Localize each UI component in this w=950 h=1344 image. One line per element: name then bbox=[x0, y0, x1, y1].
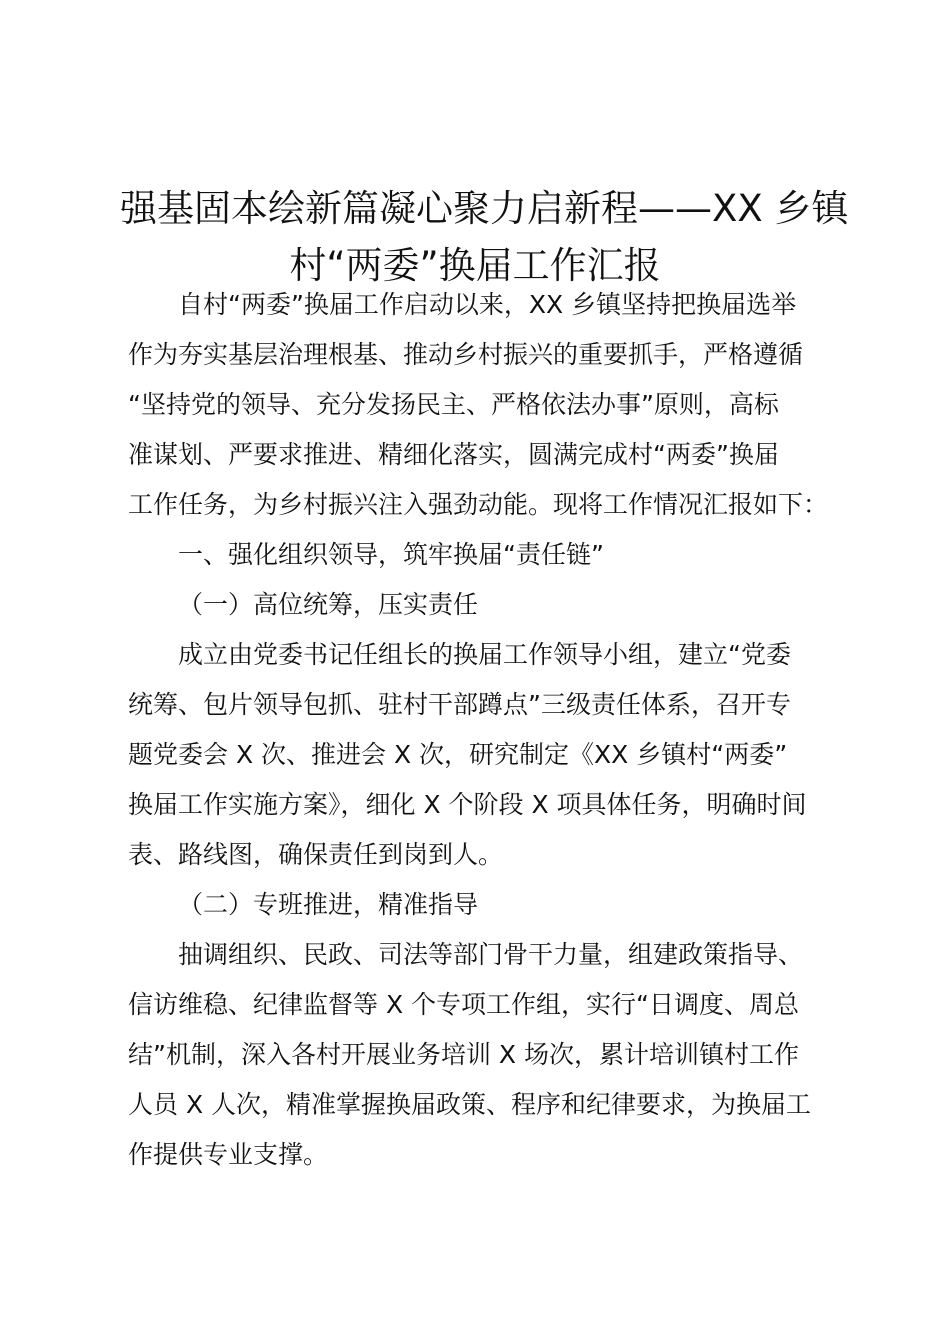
intro-line-1: 自村“两委”换届工作启动以来，XX 乡镇坚持把换届选举 bbox=[178, 290, 797, 319]
document-body bbox=[128, 280, 834, 1180]
subsection-2-heading: （二）专班推进，精准指导 bbox=[178, 890, 479, 919]
subsection-1-line-3: 题党委会 X 次、推进会 X 次，研究制定《XX 乡镇村“两委” bbox=[128, 740, 788, 769]
subsection-2-line-1: 抽调组织、民政、司法等部门骨干力量，组建政策指导、 bbox=[178, 940, 804, 969]
subsection-1-line-4: 换届工作实施方案》，细化 X 个阶段 X 项具体任务，明确时间 bbox=[128, 790, 807, 819]
subsection-1-line-2: 统筹、包片领导包抓、驻村干部蹲点”三级责任体系，召开专 bbox=[128, 690, 791, 719]
subsection-2-line-4: 人员 X 人次，精准掌握换届政策、程序和纪律要求，为换届工 bbox=[128, 1090, 812, 1119]
intro-paragraph bbox=[128, 280, 834, 530]
document-title bbox=[120, 180, 849, 294]
intro-line-4: 准谋划、严要求推进、精细化落实，圆满完成村“两委”换届 bbox=[128, 440, 779, 469]
subsection-2-line-5: 作提供专业支撑。 bbox=[128, 1140, 329, 1169]
subsection-1-heading: （一）高位统筹，压实责任 bbox=[178, 590, 479, 619]
subsection-2-line-2: 信访维稳、纪律监督等 X 个专项工作组，实行“日调度、周总 bbox=[128, 990, 799, 1019]
subsection-2-line-3: 结”机制，深入各村开展业务培训 X 场次，累计培训镇村工作 bbox=[128, 1040, 799, 1069]
subsection-1-line-1: 成立由党委书记任组长的换届工作领导小组，建立“党委 bbox=[178, 640, 791, 669]
intro-line-5: 工作任务，为乡村振兴注入强劲动能。现将工作情况汇报如下： bbox=[128, 490, 829, 519]
intro-line-3: “坚持党的领导、充分发扬民主、严格依法办事”原则，高标 bbox=[128, 390, 779, 419]
subsection-1-paragraph bbox=[128, 630, 834, 880]
section-1-heading: 一、强化组织领导，筑牢换届“责任链” bbox=[178, 540, 604, 569]
subsection-1-line-5: 表、路线图，确保责任到岗到人。 bbox=[128, 840, 504, 869]
title-line-1: 强基固本绘新篇凝心聚力启新程——XX 乡镇 bbox=[120, 187, 849, 230]
intro-line-2: 作为夯实基层治理根基、推动乡村振兴的重要抓手，严格遵循 bbox=[128, 340, 804, 369]
title-line-2: 村“两委”换届工作汇报 bbox=[289, 244, 661, 287]
subsection-2-paragraph bbox=[128, 930, 834, 1180]
